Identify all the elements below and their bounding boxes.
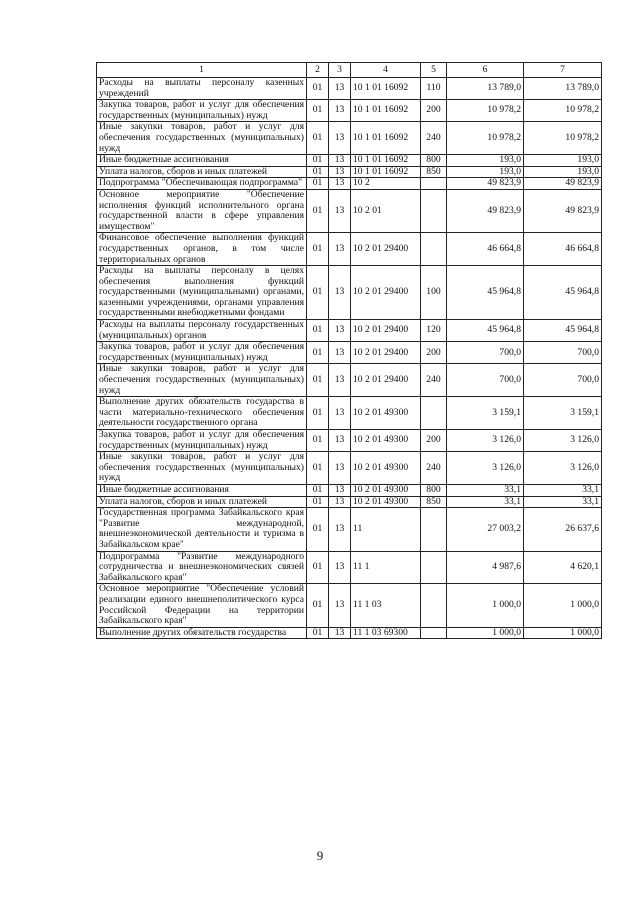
section-code-cell: 01: [307, 496, 329, 508]
header-cell: 7: [524, 63, 602, 78]
section-code-cell: 01: [307, 397, 329, 430]
amount-cell: 45 964,8: [524, 320, 602, 342]
amount-cell: 27 003,2: [447, 508, 524, 551]
table-row: [97, 397, 602, 430]
amount-cell: 49 823,9: [447, 178, 524, 190]
item-name-cell: Основное мероприятие "Обеспечение условий реализации единого внешнеполитического курса Российской Федерации на территории Забайкальского края": [97, 584, 307, 627]
expense-type-code-cell: 240: [421, 364, 447, 397]
target-item-code-cell: 10 1 01 16092: [351, 166, 421, 178]
item-name-cell: Расходы на выплаты персоналу государственных (муниципальных) органов: [97, 320, 307, 342]
target-item-code-cell: 10 2 01 29400: [351, 364, 421, 397]
expense-type-code-cell: 240: [421, 452, 447, 485]
expense-type-code-cell: 110: [421, 78, 447, 100]
item-name-cell: Выполнение других обязательств государства: [97, 627, 307, 639]
item-name-cell: Иные закупки товаров, работ и услуг для обеспечения государственных (муниципальных) нужд: [97, 122, 307, 155]
section-code-cell: 01: [307, 155, 329, 167]
table-row: [97, 496, 602, 508]
table-row: [97, 342, 602, 364]
amount-cell: 45 964,8: [447, 266, 524, 320]
target-item-code-cell: 10 2 01 49300: [351, 397, 421, 430]
table-row: [97, 584, 602, 627]
target-item-code-cell: 10 1 01 16092: [351, 78, 421, 100]
amount-cell: 3 126,0: [447, 430, 524, 452]
expense-type-code-cell: [421, 397, 447, 430]
amount-cell: 49 823,9: [524, 178, 602, 190]
subsection-code-cell: 13: [329, 78, 351, 100]
amount-cell: 45 964,8: [524, 266, 602, 320]
section-code-cell: 01: [307, 452, 329, 485]
header-cell: 2: [307, 63, 329, 78]
table-row: [97, 320, 602, 342]
section-code-cell: 01: [307, 78, 329, 100]
table-row: [97, 233, 602, 266]
subsection-code-cell: 13: [329, 189, 351, 232]
target-item-code-cell: 10 2 01 49300: [351, 452, 421, 485]
amount-cell: 700,0: [524, 342, 602, 364]
section-code-cell: 01: [307, 484, 329, 496]
section-code-cell: 01: [307, 342, 329, 364]
table-row: [97, 166, 602, 178]
expense-type-code-cell: [421, 584, 447, 627]
amount-cell: 700,0: [524, 364, 602, 397]
target-item-code-cell: 10 2 01 49300: [351, 496, 421, 508]
expense-type-code-cell: [421, 627, 447, 639]
item-name-cell: Расходы на выплаты персоналу казенных учреждений: [97, 78, 307, 100]
amount-cell: 10 978,2: [524, 122, 602, 155]
table-row: [97, 178, 602, 190]
target-item-code-cell: 11 1 03: [351, 584, 421, 627]
table-row: [97, 627, 602, 639]
table-row: [97, 484, 602, 496]
expense-type-code-cell: 120: [421, 320, 447, 342]
item-name-cell: Выполнение других обязательств государства в части материально-технического обеспечения деятельности государственного органа: [97, 397, 307, 430]
section-code-cell: 01: [307, 166, 329, 178]
target-item-code-cell: 10 2 01 29400: [351, 266, 421, 320]
amount-cell: 193,0: [447, 166, 524, 178]
table-row: [97, 155, 602, 167]
subsection-code-cell: 13: [329, 364, 351, 397]
target-item-code-cell: 10 1 01 16092: [351, 155, 421, 167]
table-header-row: [97, 63, 602, 78]
target-item-code-cell: 11 1 03 69300: [351, 627, 421, 639]
amount-cell: 46 664,8: [447, 233, 524, 266]
amount-cell: 4 620,1: [524, 551, 602, 584]
amount-cell: 1 000,0: [447, 584, 524, 627]
table-row: [97, 430, 602, 452]
table-row: [97, 100, 602, 122]
subsection-code-cell: 13: [329, 397, 351, 430]
section-code-cell: 01: [307, 320, 329, 342]
amount-cell: 193,0: [524, 166, 602, 178]
expense-type-code-cell: [421, 551, 447, 584]
amount-cell: 193,0: [524, 155, 602, 167]
target-item-code-cell: 10 2 01: [351, 189, 421, 232]
subsection-code-cell: 13: [329, 496, 351, 508]
amount-cell: 3 159,1: [524, 397, 602, 430]
target-item-code-cell: 10 2: [351, 178, 421, 190]
subsection-code-cell: 13: [329, 320, 351, 342]
table-body: [97, 78, 602, 639]
item-name-cell: Финансовое обеспечение выполнения функций государственных органов, в том числе территориальных органов: [97, 233, 307, 266]
expense-type-code-cell: 200: [421, 342, 447, 364]
section-code-cell: 01: [307, 122, 329, 155]
item-name-cell: Подпрограмма "Обеспечивающая подпрограмма": [97, 178, 307, 190]
item-name-cell: Закупка товаров, работ и услуг для обеспечения государственных (муниципальных) нужд: [97, 100, 307, 122]
target-item-code-cell: 10 1 01 16092: [351, 100, 421, 122]
table-row: [97, 364, 602, 397]
table-row: [97, 551, 602, 584]
amount-cell: 49 823,9: [447, 189, 524, 232]
section-code-cell: 01: [307, 627, 329, 639]
subsection-code-cell: 13: [329, 166, 351, 178]
target-item-code-cell: 10 2 01 49300: [351, 430, 421, 452]
item-name-cell: Уплата налогов, сборов и иных платежей: [97, 496, 307, 508]
section-code-cell: 01: [307, 584, 329, 627]
subsection-code-cell: 13: [329, 484, 351, 496]
amount-cell: 10 978,2: [447, 122, 524, 155]
item-name-cell: Иные закупки товаров, работ и услуг для обеспечения государственных (муниципальных) нужд: [97, 452, 307, 485]
amount-cell: 33,1: [447, 484, 524, 496]
item-name-cell: Иные бюджетные ассигнования: [97, 155, 307, 167]
target-item-code-cell: 10 2 01 29400: [351, 320, 421, 342]
item-name-cell: Основное мероприятие "Обеспечение исполнения функций исполнительного органа государственной власти в сфере управления имуществом": [97, 189, 307, 232]
item-name-cell: Подпрограмма "Развитие международного сотрудничества и внешнеэкономических связей Забайкальского края": [97, 551, 307, 584]
table-row: [97, 122, 602, 155]
header-cell: 6: [447, 63, 524, 78]
amount-cell: 45 964,8: [447, 320, 524, 342]
target-item-code-cell: 10 2 01 29400: [351, 233, 421, 266]
amount-cell: 46 664,8: [524, 233, 602, 266]
item-name-cell: Иные закупки товаров, работ и услуг для обеспечения государственных (муниципальных) нужд: [97, 364, 307, 397]
amount-cell: 3 126,0: [524, 430, 602, 452]
subsection-code-cell: 13: [329, 627, 351, 639]
expense-type-code-cell: 800: [421, 155, 447, 167]
target-item-code-cell: 10 2 01 49300: [351, 484, 421, 496]
amount-cell: 33,1: [524, 496, 602, 508]
amount-cell: 193,0: [447, 155, 524, 167]
section-code-cell: 01: [307, 364, 329, 397]
expense-type-code-cell: 100: [421, 266, 447, 320]
section-code-cell: 01: [307, 266, 329, 320]
expense-type-code-cell: 200: [421, 100, 447, 122]
subsection-code-cell: 13: [329, 155, 351, 167]
item-name-cell: Расходы на выплаты персоналу в целях обеспечения выполнения функций государственными (муниципальными) органами, казенными учреждениями, органами управления государственными внебюджетными фондами: [97, 266, 307, 320]
subsection-code-cell: 13: [329, 100, 351, 122]
table-row: [97, 508, 602, 551]
section-code-cell: 01: [307, 430, 329, 452]
subsection-code-cell: 13: [329, 178, 351, 190]
expense-type-code-cell: [421, 178, 447, 190]
target-item-code-cell: 10 2 01 29400: [351, 342, 421, 364]
expense-type-code-cell: [421, 233, 447, 266]
amount-cell: 10 978,2: [524, 100, 602, 122]
table-row: [97, 78, 602, 100]
section-code-cell: 01: [307, 178, 329, 190]
expense-type-code-cell: 200: [421, 430, 447, 452]
header-cell: 1: [97, 63, 307, 78]
subsection-code-cell: 13: [329, 233, 351, 266]
amount-cell: 1 000,0: [524, 584, 602, 627]
amount-cell: 1 000,0: [524, 627, 602, 639]
subsection-code-cell: 13: [329, 452, 351, 485]
header-cell: 4: [351, 63, 421, 78]
section-code-cell: 01: [307, 551, 329, 584]
target-item-code-cell: 11: [351, 508, 421, 551]
amount-cell: 4 987,6: [447, 551, 524, 584]
section-code-cell: 01: [307, 189, 329, 232]
section-code-cell: 01: [307, 100, 329, 122]
expense-type-code-cell: [421, 189, 447, 232]
amount-cell: 13 789,0: [524, 78, 602, 100]
subsection-code-cell: 13: [329, 266, 351, 320]
subsection-code-cell: 13: [329, 584, 351, 627]
table-row: [97, 266, 602, 320]
subsection-code-cell: 13: [329, 508, 351, 551]
amount-cell: 3 159,1: [447, 397, 524, 430]
amount-cell: 33,1: [447, 496, 524, 508]
target-item-code-cell: 11 1: [351, 551, 421, 584]
amount-cell: 49 823,9: [524, 189, 602, 232]
header-cell: 5: [421, 63, 447, 78]
item-name-cell: Закупка товаров, работ и услуг для обеспечения государственных (муниципальных) нужд: [97, 342, 307, 364]
item-name-cell: Закупка товаров, работ и услуг для обеспечения государственных (муниципальных) нужд: [97, 430, 307, 452]
table-row: [97, 452, 602, 485]
amount-cell: 13 789,0: [447, 78, 524, 100]
subsection-code-cell: 13: [329, 551, 351, 584]
subsection-code-cell: 13: [329, 430, 351, 452]
page-number: 9: [316, 848, 324, 863]
amount-cell: 3 126,0: [524, 452, 602, 485]
item-name-cell: Уплата налогов, сборов и иных платежей: [97, 166, 307, 178]
amount-cell: 33,1: [524, 484, 602, 496]
expense-type-code-cell: [421, 508, 447, 551]
subsection-code-cell: 13: [329, 122, 351, 155]
item-name-cell: Государственная программа Забайкальского края "Развитие международной, внешнеэкономической деятельности и туризма в Забайкальском крае": [97, 508, 307, 551]
budget-table: [96, 62, 602, 639]
item-name-cell: Иные бюджетные ассигнования: [97, 484, 307, 496]
expense-type-code-cell: 240: [421, 122, 447, 155]
amount-cell: 10 978,2: [447, 100, 524, 122]
amount-cell: 26 637,6: [524, 508, 602, 551]
subsection-code-cell: 13: [329, 342, 351, 364]
amount-cell: 3 126,0: [447, 452, 524, 485]
table-row: [97, 189, 602, 232]
expense-type-code-cell: 850: [421, 496, 447, 508]
amount-cell: 700,0: [447, 342, 524, 364]
section-code-cell: 01: [307, 233, 329, 266]
amount-cell: 700,0: [447, 364, 524, 397]
target-item-code-cell: 10 1 01 16092: [351, 122, 421, 155]
expense-type-code-cell: 850: [421, 166, 447, 178]
section-code-cell: 01: [307, 508, 329, 551]
header-cell: 3: [329, 63, 351, 78]
amount-cell: 1 000,0: [447, 627, 524, 639]
expense-type-code-cell: 800: [421, 484, 447, 496]
